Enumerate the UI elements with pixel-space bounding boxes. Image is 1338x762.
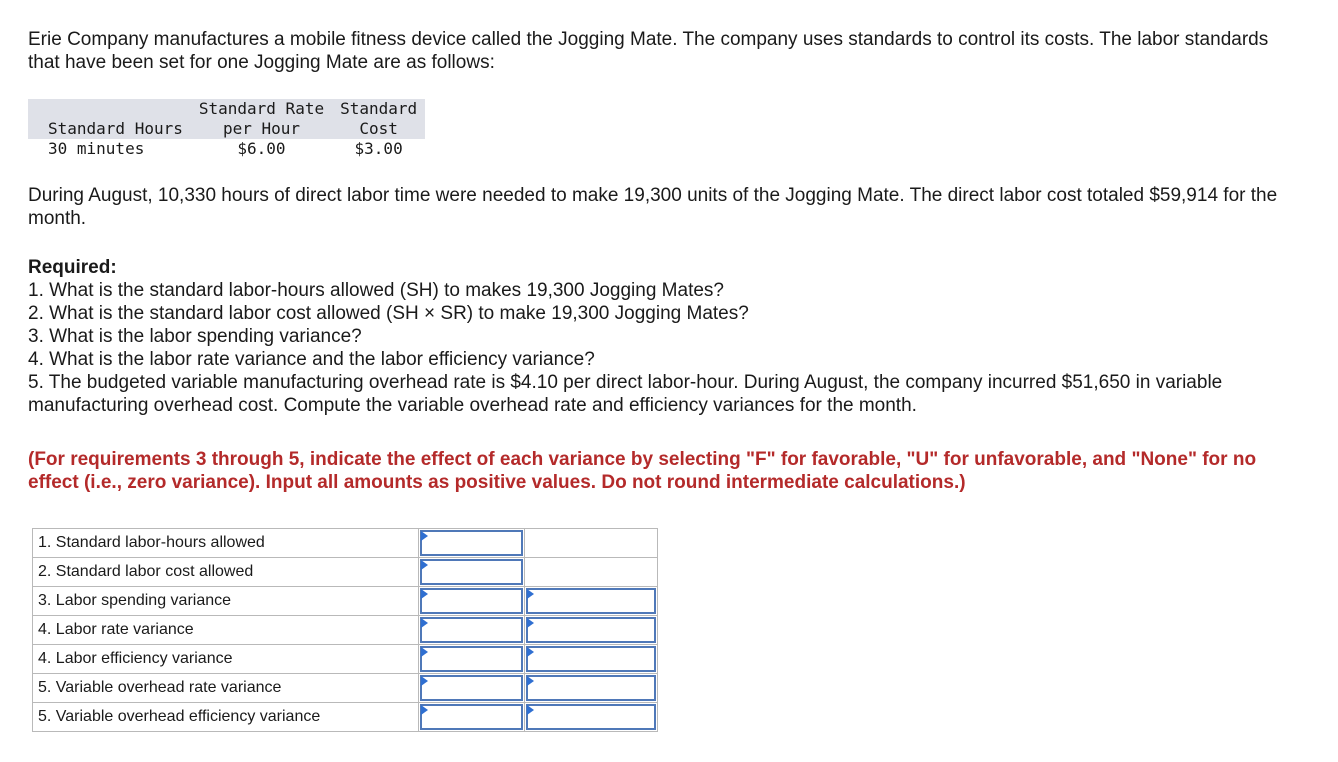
standard-cost-input[interactable] (420, 559, 523, 585)
header-standard-cost: Standard Cost (332, 99, 425, 139)
row-label: 5. Variable overhead efficiency variance (33, 703, 419, 732)
value-standard-rate: $6.00 (237, 139, 286, 158)
answer-row-standard-hours (33, 529, 658, 558)
standards-header-row (28, 99, 425, 139)
empty-effect-cell (525, 558, 658, 587)
efficiency-variance-effect-select[interactable] (526, 646, 656, 672)
required-item-2: 2. What is the standard labor cost allowed (SH × SR) to make 19,300 Jogging Mates? (28, 303, 749, 324)
value-standard-cost: $3.00 (354, 139, 403, 158)
answer-row-efficiency-variance (33, 645, 658, 674)
spending-variance-effect-select[interactable] (526, 588, 656, 614)
row-label: 4. Labor efficiency variance (33, 645, 419, 674)
required-section (28, 256, 1298, 417)
overhead-efficiency-variance-effect-select[interactable] (526, 704, 656, 730)
august-data-paragraph: During August, 10,330 hours of direct labor time were needed to make 19,300 units of the Jogging Mate. The direct labor cost totaled $59,914 for the month. (28, 185, 1278, 229)
header-standard-hours: Standard Hours (28, 99, 191, 139)
instructions-text: (For requirements 3 through 5, indicate the effect of each variance by selecting "F" for favorable, "U" for unfavorable, and "None" for no effect (i.e., zero variance). Input all amounts as positive values. Do not round intermediate calculations.) (28, 449, 1257, 493)
empty-effect-cell (525, 529, 658, 558)
overhead-efficiency-variance-amount-input[interactable] (420, 704, 523, 730)
intro-paragraph: Erie Company manufactures a mobile fitness device called the Jogging Mate. The company uses standards to control its costs. The labor standards that have been set for one Jogging Mate are as follows: (28, 29, 1269, 73)
efficiency-variance-amount-input[interactable] (420, 646, 523, 672)
answer-row-overhead-rate-variance (33, 674, 658, 703)
row-label: 4. Labor rate variance (33, 616, 419, 645)
required-item-5: 5. The budgeted variable manufacturing overhead rate is $4.10 per direct labor-hour. During August, the company incurred $51,650 in variable manufacturing overhead cost. Compute the variable overhead rate and efficiency variances for the month. (28, 372, 1223, 416)
standards-value-row (28, 139, 425, 159)
overhead-rate-variance-effect-select[interactable] (526, 675, 656, 701)
row-label: 2. Standard labor cost allowed (33, 558, 419, 587)
rate-variance-effect-select[interactable] (526, 617, 656, 643)
row-label: 1. Standard labor-hours allowed (33, 529, 419, 558)
required-item-4: 4. What is the labor rate variance and the labor efficiency variance? (28, 349, 595, 370)
spending-variance-amount-input[interactable] (420, 588, 523, 614)
row-label: 5. Variable overhead rate variance (33, 674, 419, 703)
standard-hours-input[interactable] (420, 530, 523, 556)
row-label: 3. Labor spending variance (33, 587, 419, 616)
answer-table (32, 528, 658, 732)
overhead-rate-variance-amount-input[interactable] (420, 675, 523, 701)
labor-standards-table (28, 99, 425, 159)
answer-row-standard-cost (33, 558, 658, 587)
rate-variance-amount-input[interactable] (420, 617, 523, 643)
answer-row-rate-variance (33, 616, 658, 645)
header-standard-rate: Standard Rate per Hour (191, 99, 332, 139)
answer-row-overhead-efficiency-variance (33, 703, 658, 732)
required-item-3: 3. What is the labor spending variance? (28, 326, 362, 347)
required-item-1: 1. What is the standard labor-hours allowed (SH) to makes 19,300 Jogging Mates? (28, 280, 724, 301)
value-standard-hours: 30 minutes (48, 139, 145, 158)
required-title: Required: (28, 257, 117, 278)
answer-row-spending-variance (33, 587, 658, 616)
